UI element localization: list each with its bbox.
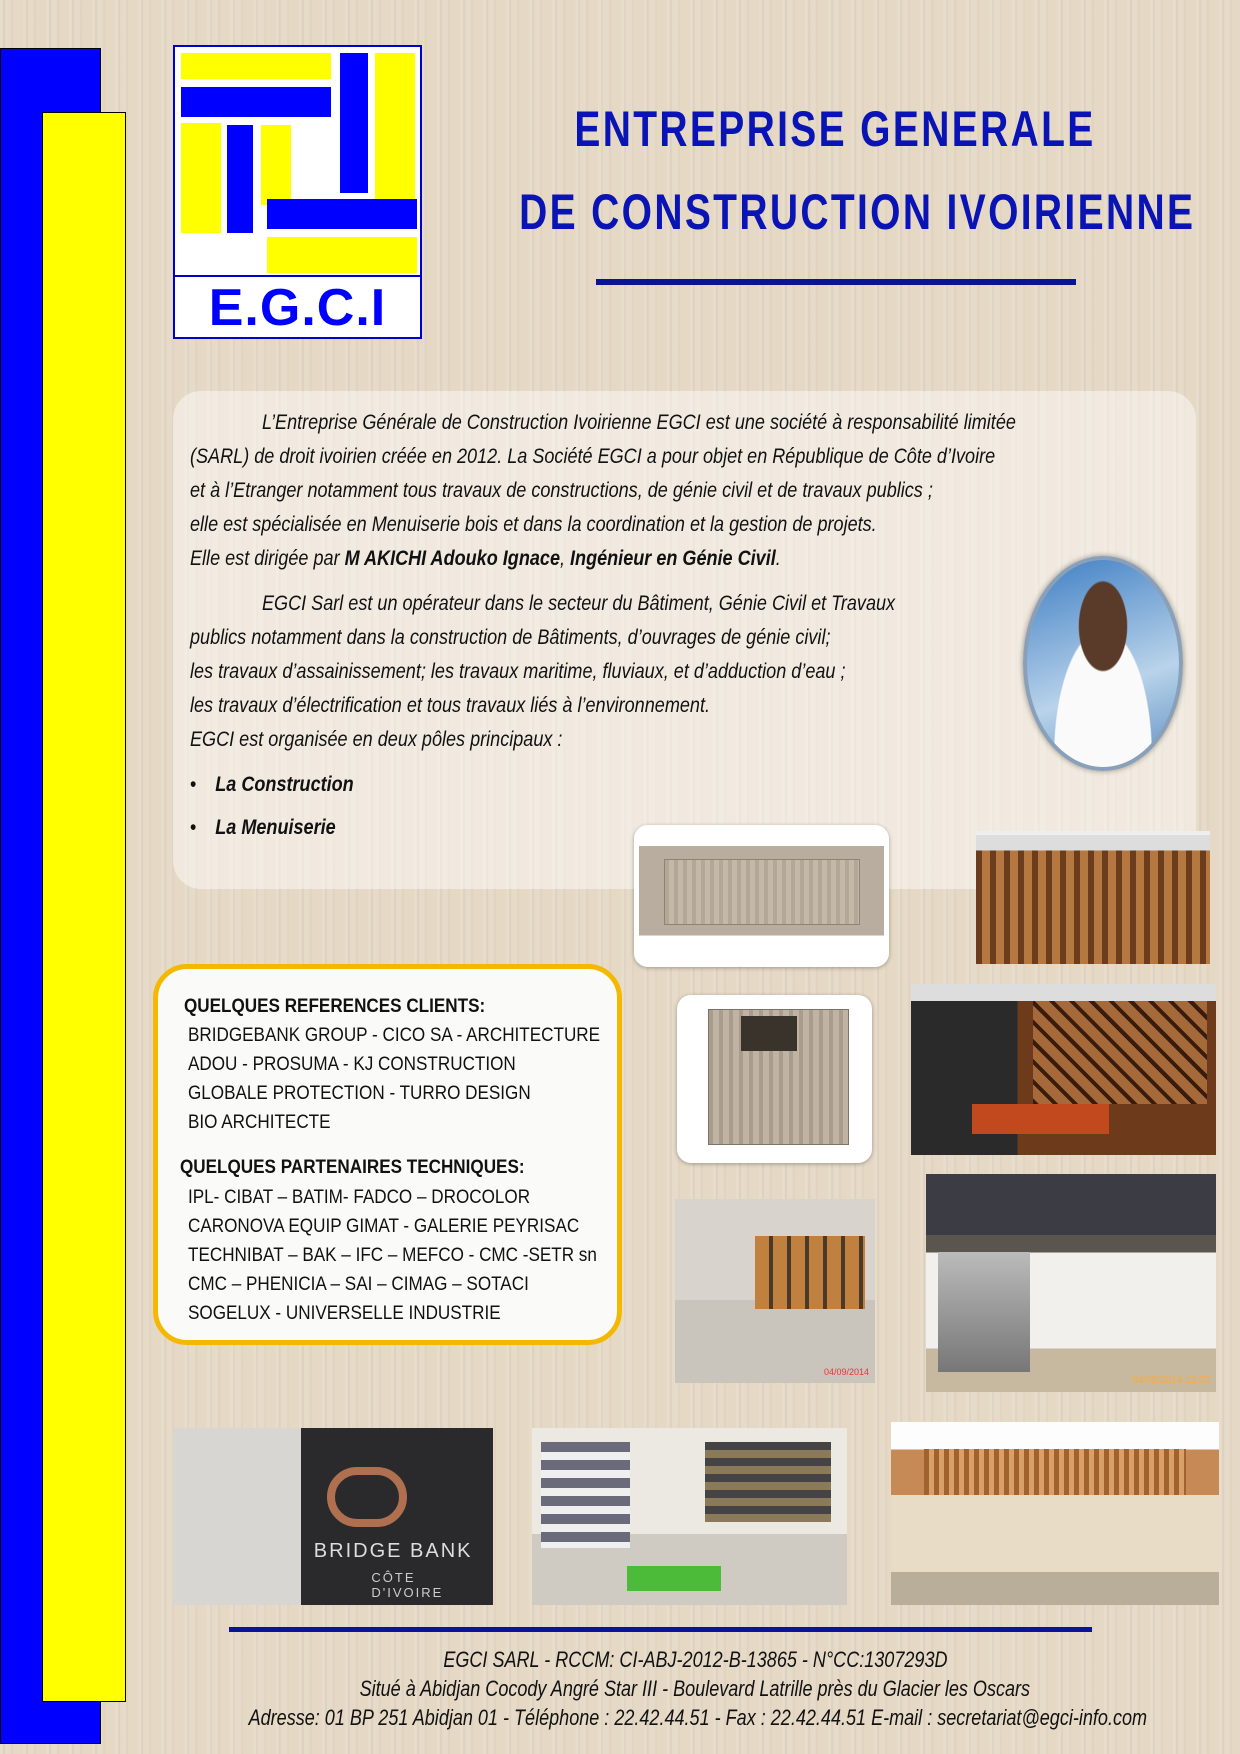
pole-item bbox=[190, 773, 354, 797]
sideboard-photo bbox=[634, 825, 889, 967]
boutique-photo bbox=[532, 1428, 847, 1605]
footer-registration bbox=[150, 1647, 1240, 1673]
director-prefix: Elle est dirigée par bbox=[190, 547, 345, 570]
yellow-side-bar bbox=[42, 112, 126, 1702]
pole-item bbox=[190, 816, 336, 840]
footer-contact bbox=[150, 1705, 1240, 1731]
director-name: M AKICHI Adouko Ignace bbox=[344, 547, 560, 570]
bridgebank-sub: CÔTE D'IVOIRE bbox=[371, 1569, 444, 1600]
intro-text: L’Entreprise Générale de Construction Ivoirienne EGCI est une société à responsabilité limitée bbox=[262, 411, 1016, 434]
partners-heading: QUELQUES PARTENAIRES TECHNIQUES: bbox=[180, 1157, 525, 1178]
partner-line: CMC – PHENICIA – SAI – CIMAG – SOTACI bbox=[188, 1274, 529, 1295]
references-box bbox=[153, 964, 622, 1345]
cabinet-photo bbox=[677, 995, 872, 1163]
kitchen-photo bbox=[926, 1174, 1216, 1392]
director-title: Ingénieur en Génie Civil bbox=[570, 547, 776, 570]
client-line: BRIDGEBANK GROUP - CICO SA - ARCHITECTURE bbox=[188, 1025, 601, 1046]
director-portrait bbox=[1023, 556, 1183, 771]
intro-text: publics notamment dans la construction de Bâtiments, d’ouvrages de génie civil; bbox=[190, 626, 831, 649]
footer-line: Adresse: 01 BP 251 Abidjan 01 - Téléphone : 22.42.44.51 - Fax : 22.42.44.51 E-mail : secretariat@egci-info.com bbox=[248, 1705, 1148, 1730]
client-line: GLOBALE PROTECTION - TURRO DESIGN bbox=[188, 1083, 531, 1104]
logo-text: E.G.C.I bbox=[175, 275, 420, 337]
bridgebank-sign: BRIDGE BANK bbox=[313, 1539, 473, 1562]
intro-text: EGCI est organisée en deux pôles principaux : bbox=[190, 728, 563, 751]
title-line-2: DE CONSTRUCTION IVOIRIENNE bbox=[519, 184, 1196, 240]
intro-text: EGCI Sarl est un opérateur dans le secteur du Bâtiment, Génie Civil et Travaux bbox=[262, 592, 896, 615]
title-underline bbox=[596, 279, 1076, 285]
footer-location bbox=[150, 1676, 1240, 1702]
intro-text: les travaux d’électrification et tous travaux liés à l’environnement. bbox=[190, 694, 710, 717]
construction-site-photo bbox=[675, 1199, 875, 1383]
partner-line: IPL- CIBAT – BATIM- FADCO – DROCOLOR bbox=[188, 1187, 531, 1208]
footer-line: Situé à Abidjan Cocody Angré Star III - Boulevard Latrille près du Glacier les Oscars bbox=[359, 1676, 1031, 1701]
partner-line: CARONOVA EQUIP GIMAT - GALERIE PEYRISAC bbox=[188, 1216, 580, 1237]
photo-timestamp: 04/09/2014 bbox=[823, 1367, 869, 1377]
footer-rule bbox=[229, 1627, 1092, 1632]
title-line-1: ENTREPRISE GENERALE bbox=[574, 101, 1096, 157]
intro-text: elle est spécialisée en Menuiserie bois et dans la coordination et la gestion de projets. bbox=[190, 513, 877, 536]
intro-text: (SARL) de droit ivoirien créée en 2012. La Société EGCI a pour objet en République de Côte d’Ivoire bbox=[190, 445, 996, 468]
director-sep: , bbox=[559, 547, 571, 570]
wine-bar-photo bbox=[911, 984, 1216, 1155]
partner-line: SOGELUX - UNIVERSELLE INDUSTRIE bbox=[188, 1303, 501, 1324]
wood-slats-photo bbox=[976, 831, 1210, 964]
client-line: BIO ARCHITECTE bbox=[188, 1112, 331, 1133]
partner-line: TECHNIBAT – BAK – IFC – MEFCO - CMC -SETR sn bbox=[188, 1245, 597, 1266]
intro-text: les travaux d’assainissement; les travaux maritime, fluviaux, et d’adduction d’eau ; bbox=[190, 660, 846, 683]
bullet-icon: • bbox=[190, 773, 197, 796]
director-line bbox=[190, 547, 781, 571]
pole-label: La Menuiserie bbox=[215, 816, 336, 839]
egci-logo bbox=[173, 45, 422, 339]
pole-label: La Construction bbox=[215, 773, 354, 796]
intro-text: et à l’Etranger notamment tous travaux de constructions, de génie civil et de travaux publics ; bbox=[190, 479, 933, 502]
clients-heading: QUELQUES REFERENCES CLIENTS: bbox=[184, 996, 486, 1017]
building-photo bbox=[891, 1422, 1219, 1605]
photo-timestamp: 04/09/2014 13:03 bbox=[1132, 1375, 1210, 1386]
footer-line: EGCI SARL - RCCM: CI-ABJ-2012-B-13865 - N°CC:1307293D bbox=[442, 1647, 948, 1672]
bridgebank-office-photo bbox=[173, 1428, 493, 1605]
client-line: ADOU - PROSUMA - KJ CONSTRUCTION bbox=[188, 1054, 516, 1075]
bullet-icon: • bbox=[190, 816, 197, 839]
director-end: . bbox=[775, 547, 781, 570]
